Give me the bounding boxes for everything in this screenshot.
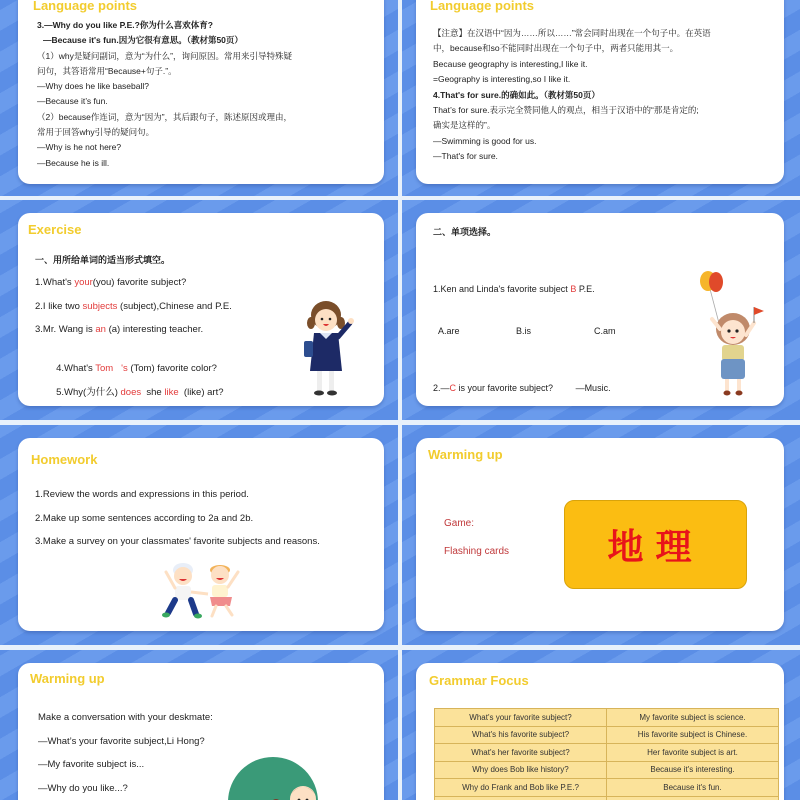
question: [433, 381, 640, 395]
conversation-line: —What’s your favorite subject,Li Hong?: [38, 735, 205, 747]
question: [433, 282, 640, 296]
slide-title: Warming up: [428, 447, 503, 462]
answer-text: your: [74, 277, 93, 288]
conversation-line: —My favorite subject is...: [38, 759, 145, 770]
item-text: 5.Why(为什么): [56, 386, 121, 398]
item-text: 2.I like two: [35, 300, 83, 312]
homework-item: 3.Make a survey on your classmates' favorite subjects and reasons.: [35, 536, 320, 547]
conversation-list: [38, 706, 213, 800]
running-children-illustration: [158, 558, 253, 623]
slide-title: Language points: [33, 0, 137, 13]
game-label: Game:: [444, 518, 475, 529]
exercise-item: [35, 322, 232, 346]
answer-text: an: [95, 324, 106, 335]
slide-card: [416, 663, 784, 800]
conversation-line: Make a conversation with your deskmate:: [38, 712, 213, 723]
table-cell: What's his favorite subject?: [435, 726, 607, 744]
body-line: （1）why是疑问副词，意为“为什么”，询问原因。常用来引导特殊疑: [37, 50, 293, 61]
slide-card: [18, 213, 384, 406]
exercise-item: [35, 346, 232, 374]
item-text: (like) art?: [178, 386, 224, 398]
body-line: That’s for sure.表示完全赞同他人的观点，相当于汉语中的“那是肯定的;: [433, 105, 699, 116]
item-text: 4.What's: [56, 363, 96, 374]
table-row: [435, 744, 779, 762]
exercise-heading: 一、用所给单词的适当形式填空。: [35, 255, 171, 265]
slide-exercise-fill[interactable]: [0, 200, 398, 420]
slide-language-points-2[interactable]: [402, 0, 800, 196]
grammar-table: [434, 708, 779, 800]
table-cell: [607, 796, 779, 800]
body-line: —Why does he like baseball?: [37, 81, 149, 92]
slide-body: [37, 18, 292, 171]
body-line: —Because it’s fun.: [37, 96, 108, 107]
table-row: [435, 761, 779, 779]
body-line: 【注意】在汉语中“因为……所以……”常会同时出现在一个句子中。在英语: [433, 28, 711, 38]
slide-card: [18, 0, 384, 184]
table-cell: Because it's interesting.: [607, 761, 779, 779]
body-line: 确实是这样的”。: [433, 120, 496, 131]
body-line: （2）because作连词，意为“因为”，其后跟句子，陈述原因或理由，: [37, 111, 293, 122]
option: C.am: [594, 326, 616, 337]
slide-title: Homework: [31, 452, 98, 467]
body-line: 问句，其答语常用“Because+句子.”。: [37, 65, 177, 76]
item-text: (you) favorite subject?: [92, 277, 187, 288]
slide-card: [18, 438, 384, 631]
exercise-heading: 二、单项选择。: [433, 227, 497, 237]
body-line: 中，because和so不能同时出现在一个句子中，两者只能用其一。: [433, 43, 679, 54]
slide-card: [416, 438, 784, 631]
body-line: 3.—Why do you like P.E.?你为什么喜欢体育?: [37, 20, 214, 30]
answer-text: like: [164, 386, 179, 398]
item-text: she: [141, 386, 165, 398]
slide-title: Language points: [430, 0, 534, 13]
table-cell: What's your favorite subject?: [435, 709, 607, 727]
question-text: 1.Ken and Linda's favorite subject: [433, 283, 571, 294]
table-row: [435, 796, 779, 800]
slide-title: Exercise: [28, 222, 82, 237]
body-line: —Swimming is good for us.: [433, 135, 537, 146]
slide-title: Warming up: [30, 671, 105, 686]
body-line: —Why is he not here?: [37, 142, 122, 153]
homework-item: 1.Review the words and expressions in this period.: [35, 489, 249, 500]
slide-card: [18, 663, 384, 800]
item-text: (a) interesting teacher.: [105, 324, 204, 335]
table-cell: His favorite subject is Chinese.: [607, 726, 779, 744]
question-text: is your favorite subject? —Music.: [456, 383, 611, 394]
table-row: [435, 779, 779, 797]
body-line: —Because it's fun.因为它很有意思。（教材第50页）: [43, 35, 243, 46]
question-text: P.E.: [576, 283, 595, 294]
exercise-item: [35, 299, 232, 323]
table-row: [435, 709, 779, 727]
classroom-illustration: [218, 757, 338, 800]
homework-item: 2.Make up some sentences according to 2a and 2b.: [35, 512, 254, 524]
table-cell: Why do Frank and Bob like P.E.?: [435, 779, 607, 797]
table-row: [435, 726, 779, 744]
option: B.is: [516, 326, 532, 337]
table-cell: Because it's fun.: [607, 779, 779, 797]
body-line: 4.That's for sure.的确如此。（教材第50页）: [433, 89, 600, 100]
conversation-line: —Why do you like...?: [38, 782, 128, 794]
answer-text: Tom 's: [95, 363, 128, 374]
game-name: Flashing cards: [444, 546, 510, 557]
slide-card: [416, 0, 784, 184]
item-text: (Tom) favorite color?: [127, 363, 217, 374]
table-cell: My favorite subject is science.: [607, 709, 779, 727]
body-line: Because geography is interesting,I like it.: [433, 58, 588, 69]
table-cell: What's her favorite subject?: [435, 744, 607, 762]
slide-body: [433, 26, 711, 165]
table-cell: Why does Bob like history?: [435, 761, 607, 779]
answer-text: C: [449, 383, 457, 394]
slide-exercise-choice[interactable]: [402, 200, 800, 420]
table-cell: Her favorite subject is art.: [607, 744, 779, 762]
slide-title: Grammar Focus: [429, 673, 529, 688]
slide-grammar-focus[interactable]: [402, 650, 800, 800]
table-cell: [435, 796, 607, 800]
option: A.are: [438, 326, 460, 337]
body-line: —That's for sure.: [433, 151, 498, 162]
girl-with-balloons-illustration: [698, 269, 764, 399]
choice-list: [433, 239, 640, 406]
answer-text: B: [570, 283, 577, 294]
slide-homework[interactable]: [0, 425, 398, 645]
question-text: 2.—: [433, 383, 450, 394]
schoolgirl-illustration: [298, 293, 358, 403]
item-text: 3.Mr. Wang is: [35, 324, 96, 335]
slide-card: [416, 213, 784, 406]
homework-list: [35, 483, 320, 554]
body-line: —Because he is ill.: [37, 157, 110, 168]
exercise-list: [35, 275, 232, 398]
flash-card[interactable]: 地理: [564, 500, 747, 589]
body-line: =Geography is interesting,so I like it.: [433, 74, 571, 85]
body-line: 常用于回答why引导的疑问句。: [37, 127, 155, 138]
answer-text: does: [120, 386, 142, 398]
item-text: (subject),Chinese and P.E.: [117, 300, 232, 312]
exercise-item: [35, 275, 232, 299]
item-text: 1.What's: [35, 277, 75, 288]
slide-warming-up-conversation[interactable]: [0, 650, 398, 800]
slide-language-points-1[interactable]: [0, 0, 398, 196]
answer-text: subjects: [82, 300, 118, 312]
slide-warming-up-game[interactable]: [402, 425, 800, 645]
options-row: [433, 324, 640, 338]
